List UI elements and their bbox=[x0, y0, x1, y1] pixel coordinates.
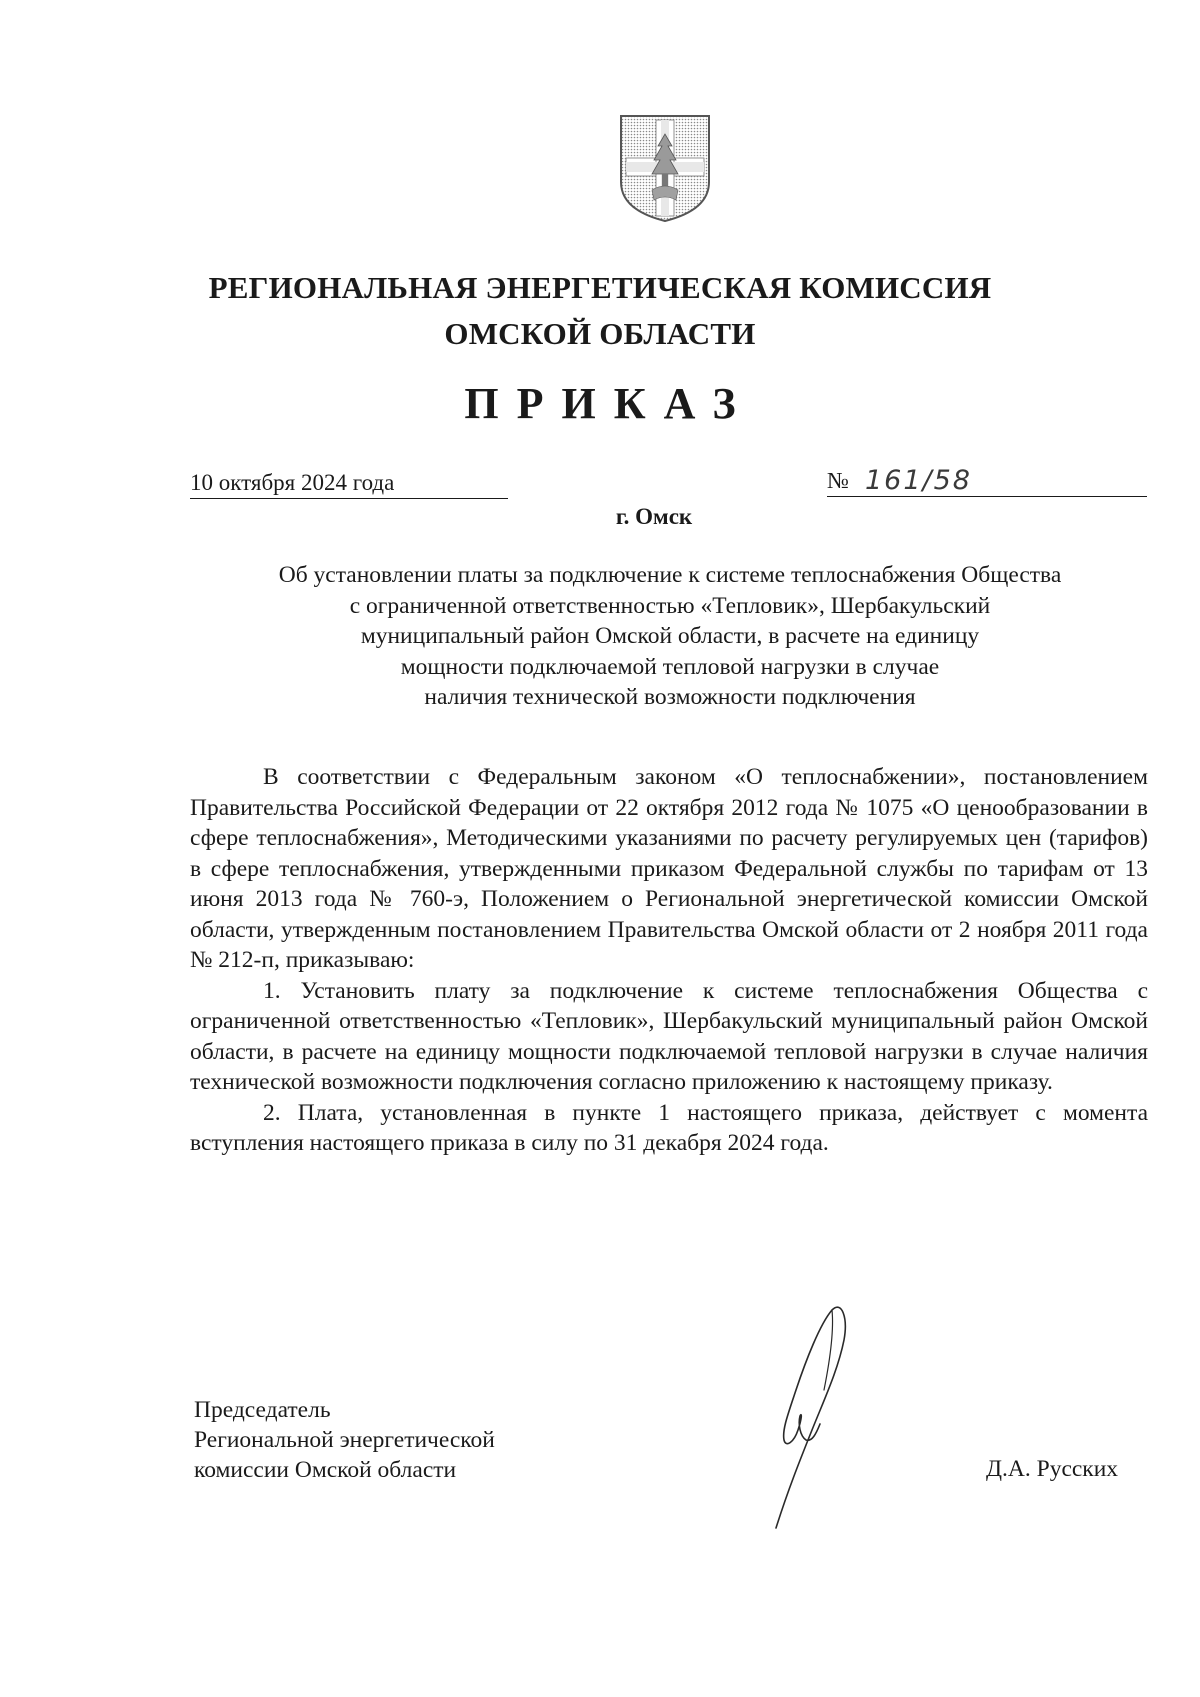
signer-position-line: Региональной энергетической bbox=[194, 1427, 495, 1453]
document-date: 10 октября 2024 года bbox=[190, 470, 508, 499]
body-item-2: 2. Плата, установленная в пункте 1 настоящего приказа, действует с момента вступления настоящего приказа в силу по 31 декабря 2024 года. bbox=[190, 1099, 1148, 1156]
document-number-field bbox=[827, 464, 1147, 497]
organization-title-line1: РЕГИОНАЛЬНАЯ ЭНЕРГЕТИЧЕСКАЯ КОМИССИЯ bbox=[208, 270, 992, 305]
organization-title-line2: ОМСКОЙ ОБЛАСТИ bbox=[444, 316, 756, 351]
body-preamble: В соответствии с Федеральным законом «О теплоснабжении», постановлением Правительства Российской Федерации от 22 октября 2012 года № 1075 «О ценообразовании в сфере теплоснабжения», Методическими указаниями по расчету регулируемых цен (тарифов) в сфере теплоснабжения, утвержденными приказом Федеральной службы по тарифам от 13 июня 2013 года № 760-э, Положением о Региональной энергетической комиссии Омской области, утвержденным постановлением Правительства Омской области от 2 ноября 2011 года № 212-п, приказываю: bbox=[190, 764, 1148, 973]
signer-position-line: комиссии Омской области bbox=[194, 1457, 457, 1483]
subject-line: с ограниченной ответственностью «Тепловик», Шербакульский bbox=[349, 592, 991, 619]
number-sign: № bbox=[827, 468, 849, 493]
subject-line: наличия технической возможности подключения bbox=[424, 684, 916, 710]
document-type-heading: ПРИКАЗ bbox=[464, 379, 754, 428]
signer-name: Д.А. Русских bbox=[986, 1456, 1119, 1482]
document-city: г. Омск bbox=[615, 504, 693, 529]
subject-line: муниципальный район Омской области, в расчете на единицу bbox=[360, 623, 980, 649]
subject-line: мощности подключаемой тепловой нагрузки в случае bbox=[400, 653, 940, 680]
subject-line: Об установлении платы за подключение к системе теплоснабжения Общества bbox=[278, 562, 1062, 588]
signer-position bbox=[194, 1395, 614, 1485]
signer-position-line: Председатель bbox=[194, 1397, 331, 1423]
document-body bbox=[190, 762, 1148, 1159]
organization-title bbox=[0, 265, 1200, 357]
document-subject bbox=[180, 560, 1160, 713]
body-item-1: 1. Установить плату за подключение к системе теплоснабжения Общества с ограниченной ответственностью «Тепловик», Шербакульский муниципальный район Омской области, в расчете на единицу мощности подключаемой тепловой нагрузки в случае наличия технической возможности подключения согласно приложению к настоящему приказу. bbox=[190, 977, 1148, 1095]
document-number-handwritten: 161/58 bbox=[865, 465, 972, 496]
handwritten-signature-icon bbox=[740, 1290, 900, 1540]
coat-of-arms-icon bbox=[618, 112, 712, 224]
